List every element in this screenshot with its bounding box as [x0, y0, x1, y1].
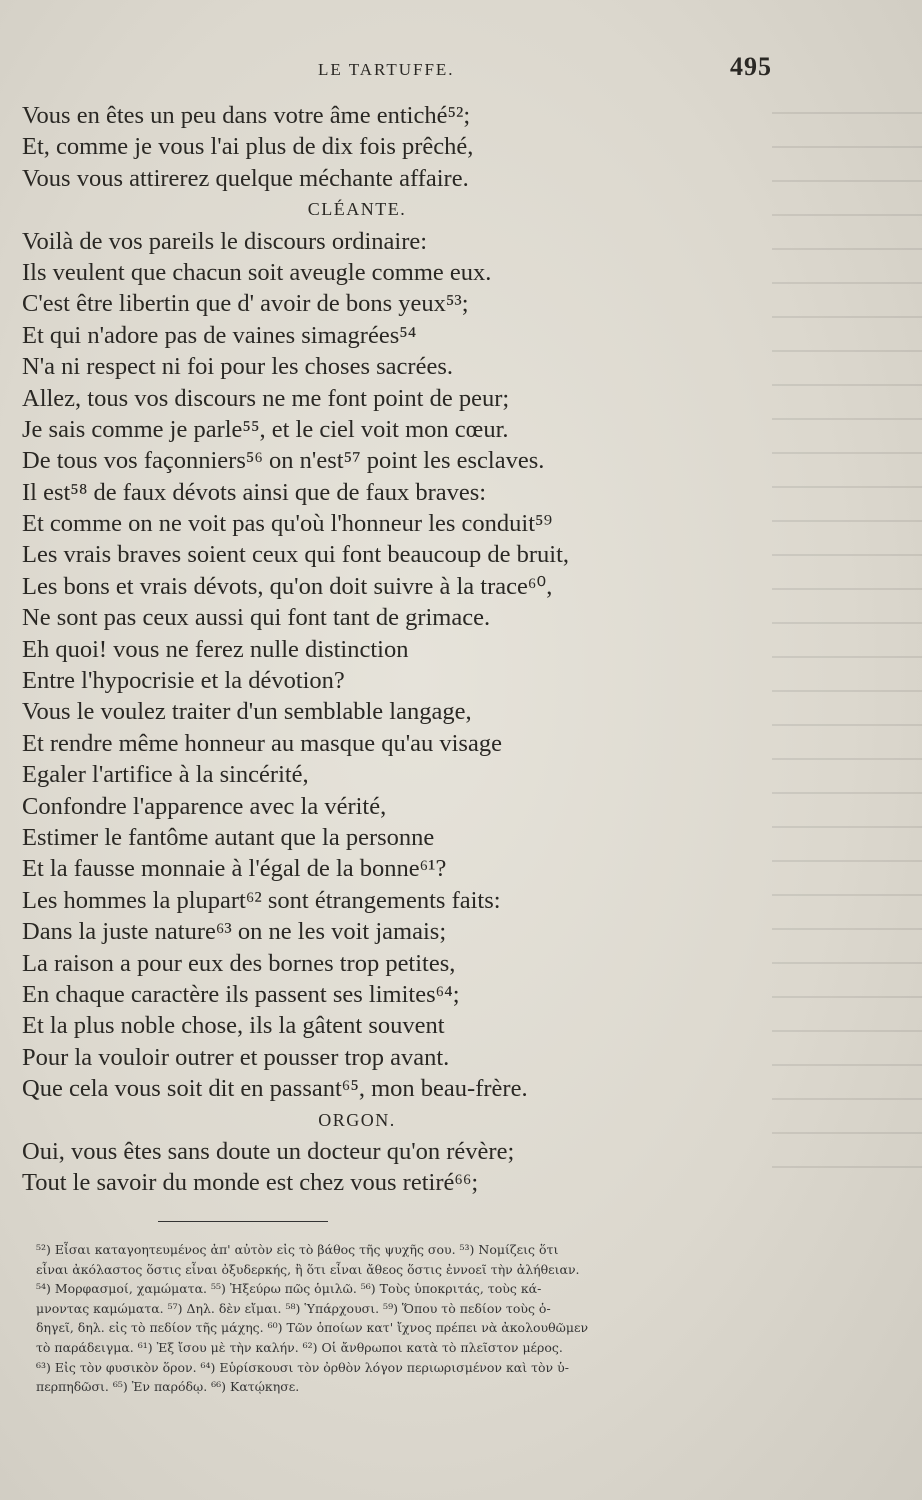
verse-body	[22, 100, 662, 1199]
verse-line: Estimer le fantôme autant que la personne	[22, 823, 435, 851]
verse-line: Allez, tous vos discours ne me font point de peur;	[22, 384, 510, 412]
verse-line: Les bons et vrais dévots, qu'on doit suivre à la trace⁶⁰,	[22, 572, 553, 600]
verse-line: Et rendre même honneur au masque qu'au visage	[22, 729, 502, 757]
footnote-line: περπηδῶσι. ⁶⁵) Ἐν παρόδῳ. ⁶⁶) Κατῴκησε.	[36, 1379, 300, 1395]
footnote-line: μνοντας καμώματα. ⁵⁷) Δηλ. δὲν εἴμαι. ⁵⁸) Ὑπάρχουσι. ⁵⁹) Ὅπου τὸ πεδίον τοὺς ὁ-	[36, 1300, 551, 1316]
verse-line: Vous le voulez traiter d'un semblable langage,	[22, 698, 472, 726]
verse-line: Vous vous attirerez quelque méchante affaire.	[22, 164, 469, 192]
verse-line: Ne sont pas ceux aussi qui font tant de grimace.	[22, 604, 491, 632]
verse-line: Les vrais braves soient ceux qui font beaucoup de bruit,	[22, 541, 570, 569]
verse-line: Tout le savoir du monde est chez vous retiré⁶⁶;	[22, 1169, 479, 1197]
footnote-line: ⁶³) Εἰς τὸν φυσικὸν ὅρον. ⁶⁴) Εὑρίσκουσι τὸν ὀρθὸν λόγον περιωρισμένον καὶ τὸν ὑ-	[36, 1359, 569, 1375]
verse-line: Voilà de vos pareils le discours ordinaire:	[22, 227, 428, 255]
running-title: LE TARTUFFE.	[318, 60, 455, 79]
verse-line: Egaler l'artifice à la sincérité,	[22, 761, 309, 789]
verse-line: Ils veulent que chacun soit aveugle comme eux.	[22, 258, 492, 286]
verse-line: Dans la juste nature⁶³ on ne les voit jamais;	[22, 918, 447, 946]
verse-line: Que cela vous soit dit en passant⁶⁵, mon beau-frère.	[22, 1075, 528, 1103]
verse-line: Les hommes la plupart⁶² sont étrangements faits:	[22, 886, 501, 914]
verse-line: Et comme on ne voit pas qu'où l'honneur les conduit⁵⁹	[22, 510, 553, 538]
page-number: 495	[730, 52, 772, 81]
verse-line: En chaque caractère ils passent ses limites⁶⁴;	[22, 980, 460, 1008]
footnote-divider	[158, 1221, 328, 1222]
footnote-line: δηγεῖ, δηλ. εἰς τὸ πεδίον τῆς μάχης. ⁶⁰) Τῶν ὁποίων κατ' ἴχνος πρέπει νὰ ἀκολουθῶμεν	[36, 1320, 589, 1336]
verse-line: C'est être libertin que d' avoir de bons yeux⁵³;	[22, 290, 469, 318]
verse-line: Eh quoi! vous ne ferez nulle distinction	[22, 635, 409, 663]
footnotes	[36, 1240, 796, 1397]
show-through-text	[752, 80, 922, 1200]
page-header	[0, 52, 922, 88]
verse-line: De tous vos façonniers⁵⁶ on n'est⁵⁷ point les esclaves.	[22, 447, 545, 475]
verse-line: Pour la vouloir outrer et pousser trop avant.	[22, 1043, 450, 1071]
verse-line: Et qui n'adore pas de vaines simagrées⁵⁴	[22, 321, 417, 349]
speaker-name: CLÉANTE.	[307, 199, 407, 220]
footnote-line: ⁵⁴) Μορφασμοί, χαμώματα. ⁵⁵) Ἠξεύρω πῶς ὁμιλῶ. ⁵⁶) Τοὺς ὑποκριτάς, τοὺς κά-	[36, 1281, 542, 1297]
verse-line: Il est⁵⁸ de faux dévots ainsi que de faux braves:	[22, 478, 487, 506]
verse-line: Je sais comme je parle⁵⁵, et le ciel voit mon cœur.	[22, 415, 509, 443]
verse-line: N'a ni respect ni foi pour les choses sacrées.	[22, 353, 453, 381]
verse-line: Confondre l'apparence avec la vérité,	[22, 792, 387, 820]
speaker-name: ORGON.	[318, 1109, 396, 1130]
footnote-line: τὸ παράδειγμα. ⁶¹) Ἐξ ἴσου μὲ τὴν καλήν. ⁶²) Οἱ ἄνθρωποι κατὰ τὸ πλεῖστον μέρος.	[36, 1339, 563, 1355]
footnote-line: ⁵²) Εἶσαι καταγοητευμένος ἀπ' αὐτὸν εἰς τὸ βάθος τῆς ψυχῆς σου. ⁵³) Νομίζεις ὅτι	[36, 1242, 559, 1257]
verse-line: Et la plus noble chose, ils la gâtent souvent	[22, 1012, 445, 1040]
verse-line: Et la fausse monnaie à l'égal de la bonne⁶¹?	[22, 855, 447, 883]
verse-line: Entre l'hypocrisie et la dévotion?	[22, 667, 345, 695]
verse-line: Oui, vous êtes sans doute un docteur qu'on révère;	[22, 1137, 515, 1165]
verse-line: Et, comme je vous l'ai plus de dix fois prêché,	[22, 133, 474, 161]
footnote-line: εἶναι ἀκόλαστος ὅστις εἶναι ὀξυδερκής, ἢ ὅτι εἶναι ἄθεος ὅστις ἐννοεῖ τὴν ἀλήθειαν.	[36, 1261, 580, 1277]
verse-line: La raison a pour eux des bornes trop petites,	[22, 949, 456, 977]
verse-line: Vous en êtes un peu dans votre âme entiché⁵²;	[22, 102, 471, 129]
